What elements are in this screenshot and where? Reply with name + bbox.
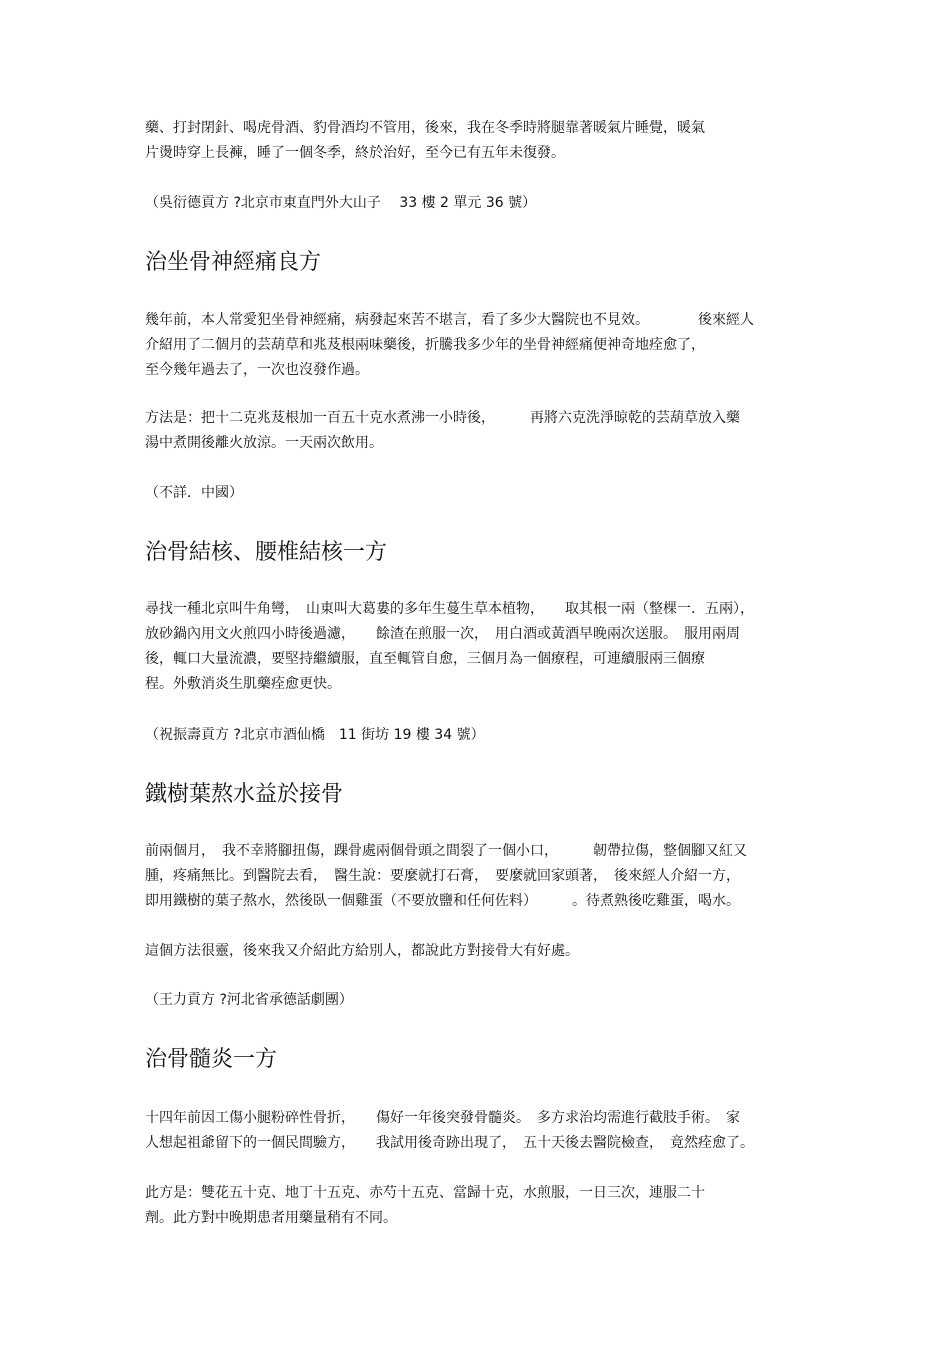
text-line: 湯中煮開後離火放涼。一天兩次飲用。 xyxy=(145,435,383,451)
section-heading: 鐵樹葉熬水益於接骨 xyxy=(145,782,344,807)
source-note xyxy=(145,723,810,748)
text-line: 藥、打封閉針、喝虎骨酒、豹骨酒均不管用，後來，我在冬季時將腿靠著暖氣片睡覺，暖氣 xyxy=(145,120,705,136)
paragraph xyxy=(145,597,810,697)
paragraph xyxy=(145,939,810,964)
section-heading: 治坐骨神經痛良方 xyxy=(145,250,322,275)
text-line: 介紹用了二個月的芸葫草和兆芨根兩味藥後，折騰我多少年的坐骨神經痛便神奇地痊愈了， xyxy=(145,337,705,353)
paragraph xyxy=(145,839,810,914)
text-line: 至今幾年過去了，一次也沒發作過。 xyxy=(145,362,369,378)
paragraph xyxy=(145,308,810,383)
paragraph-intro xyxy=(145,116,810,166)
source-note xyxy=(145,988,810,1013)
text-line: 即用鐵樹的葉子熬水，然後臥一個雞蛋（不要放鹽和任何佐料） 。待煮熟後吃雞蛋，喝水。 xyxy=(145,893,740,909)
source-note xyxy=(145,191,810,216)
text-line: 腫，疼痛無比。到醫院去看， 醫生說：要麼就打石膏， 要麼就回家頭著， 後來經人介紹一方， xyxy=(145,868,740,884)
text-line: 幾年前，本人常愛犯坐骨神經痛，病發起來苦不堪言，看了多少大醫院也不見效。 後來經人 xyxy=(145,312,754,328)
text-line: 這個方法很靈，後來我又介紹此方給別人，都說此方對接骨大有好處。 xyxy=(145,943,579,959)
text-line: 人想起祖爺留下的一個民間驗方， 我試用後奇跡出現了， 五十天後去醫院檢查， 竟然痊愈了。 xyxy=(145,1135,754,1151)
paragraph xyxy=(145,1106,810,1156)
source-text: （吳衍德貢方 ?北京市東直門外大山子 33 樓 2 單元 36 號） xyxy=(145,195,537,211)
text-line: 片燙時穿上長褲，睡了一個冬季，終於治好，至今已有五年未復發。 xyxy=(145,145,565,161)
text-line: 劑。此方對中晚期患者用藥量稍有不同。 xyxy=(145,1210,397,1226)
source-note xyxy=(145,481,810,506)
text-line: 放砂鍋內用文火煎四小時後過濾， 餘渣在煎服一次， 用白酒或黃酒早晚兩次送服。 服用兩周 xyxy=(145,626,740,642)
paragraph xyxy=(145,406,810,456)
source-text: （不詳．中國） xyxy=(145,485,243,501)
source-text: （王力貢方 ?河北省承德話劇團） xyxy=(145,992,353,1008)
text-line: 十四年前因工傷小腿粉碎性骨折， 傷好一年後突發骨髓炎。 多方求治均需進行截肢手術。 家 xyxy=(145,1110,740,1126)
paragraph xyxy=(145,1181,810,1231)
text-line: 此方是：雙花五十克、地丁十五克、赤芍十五克、當歸十克，水煎服，一日三次，連服二十 xyxy=(145,1185,705,1201)
text-line: 後，輒口大量流濃，要堅持繼續服，直至輒管自愈，三個月為一個療程，可連續服兩三個療 xyxy=(145,651,705,667)
text-line: 方法是：把十二克兆芨根加一百五十克水煮沸一小時後， 再將六克洗淨晾乾的芸葫草放入藥 xyxy=(145,410,740,426)
text-line: 前兩個月， 我不幸將腳扭傷，踝骨處兩個骨頭之間裂了一個小口， 韌帶拉傷，整個腳又紅又 xyxy=(145,843,747,859)
text-line: 尋找一種北京叫牛角彎， 山東叫大葛婁的多年生蔓生草本植物， 取其根一兩（整棵一．五兩）， xyxy=(145,601,754,617)
text-line: 程。外敷消炎生肌藥痊愈更快。 xyxy=(145,676,341,692)
source-text: （祝振壽貢方 ?北京市酒仙橋 11 街坊 19 樓 34 號） xyxy=(145,727,485,743)
section-heading: 治骨髓炎一方 xyxy=(145,1047,278,1072)
section-heading: 治骨結核、腰椎結核一方 xyxy=(145,540,388,565)
